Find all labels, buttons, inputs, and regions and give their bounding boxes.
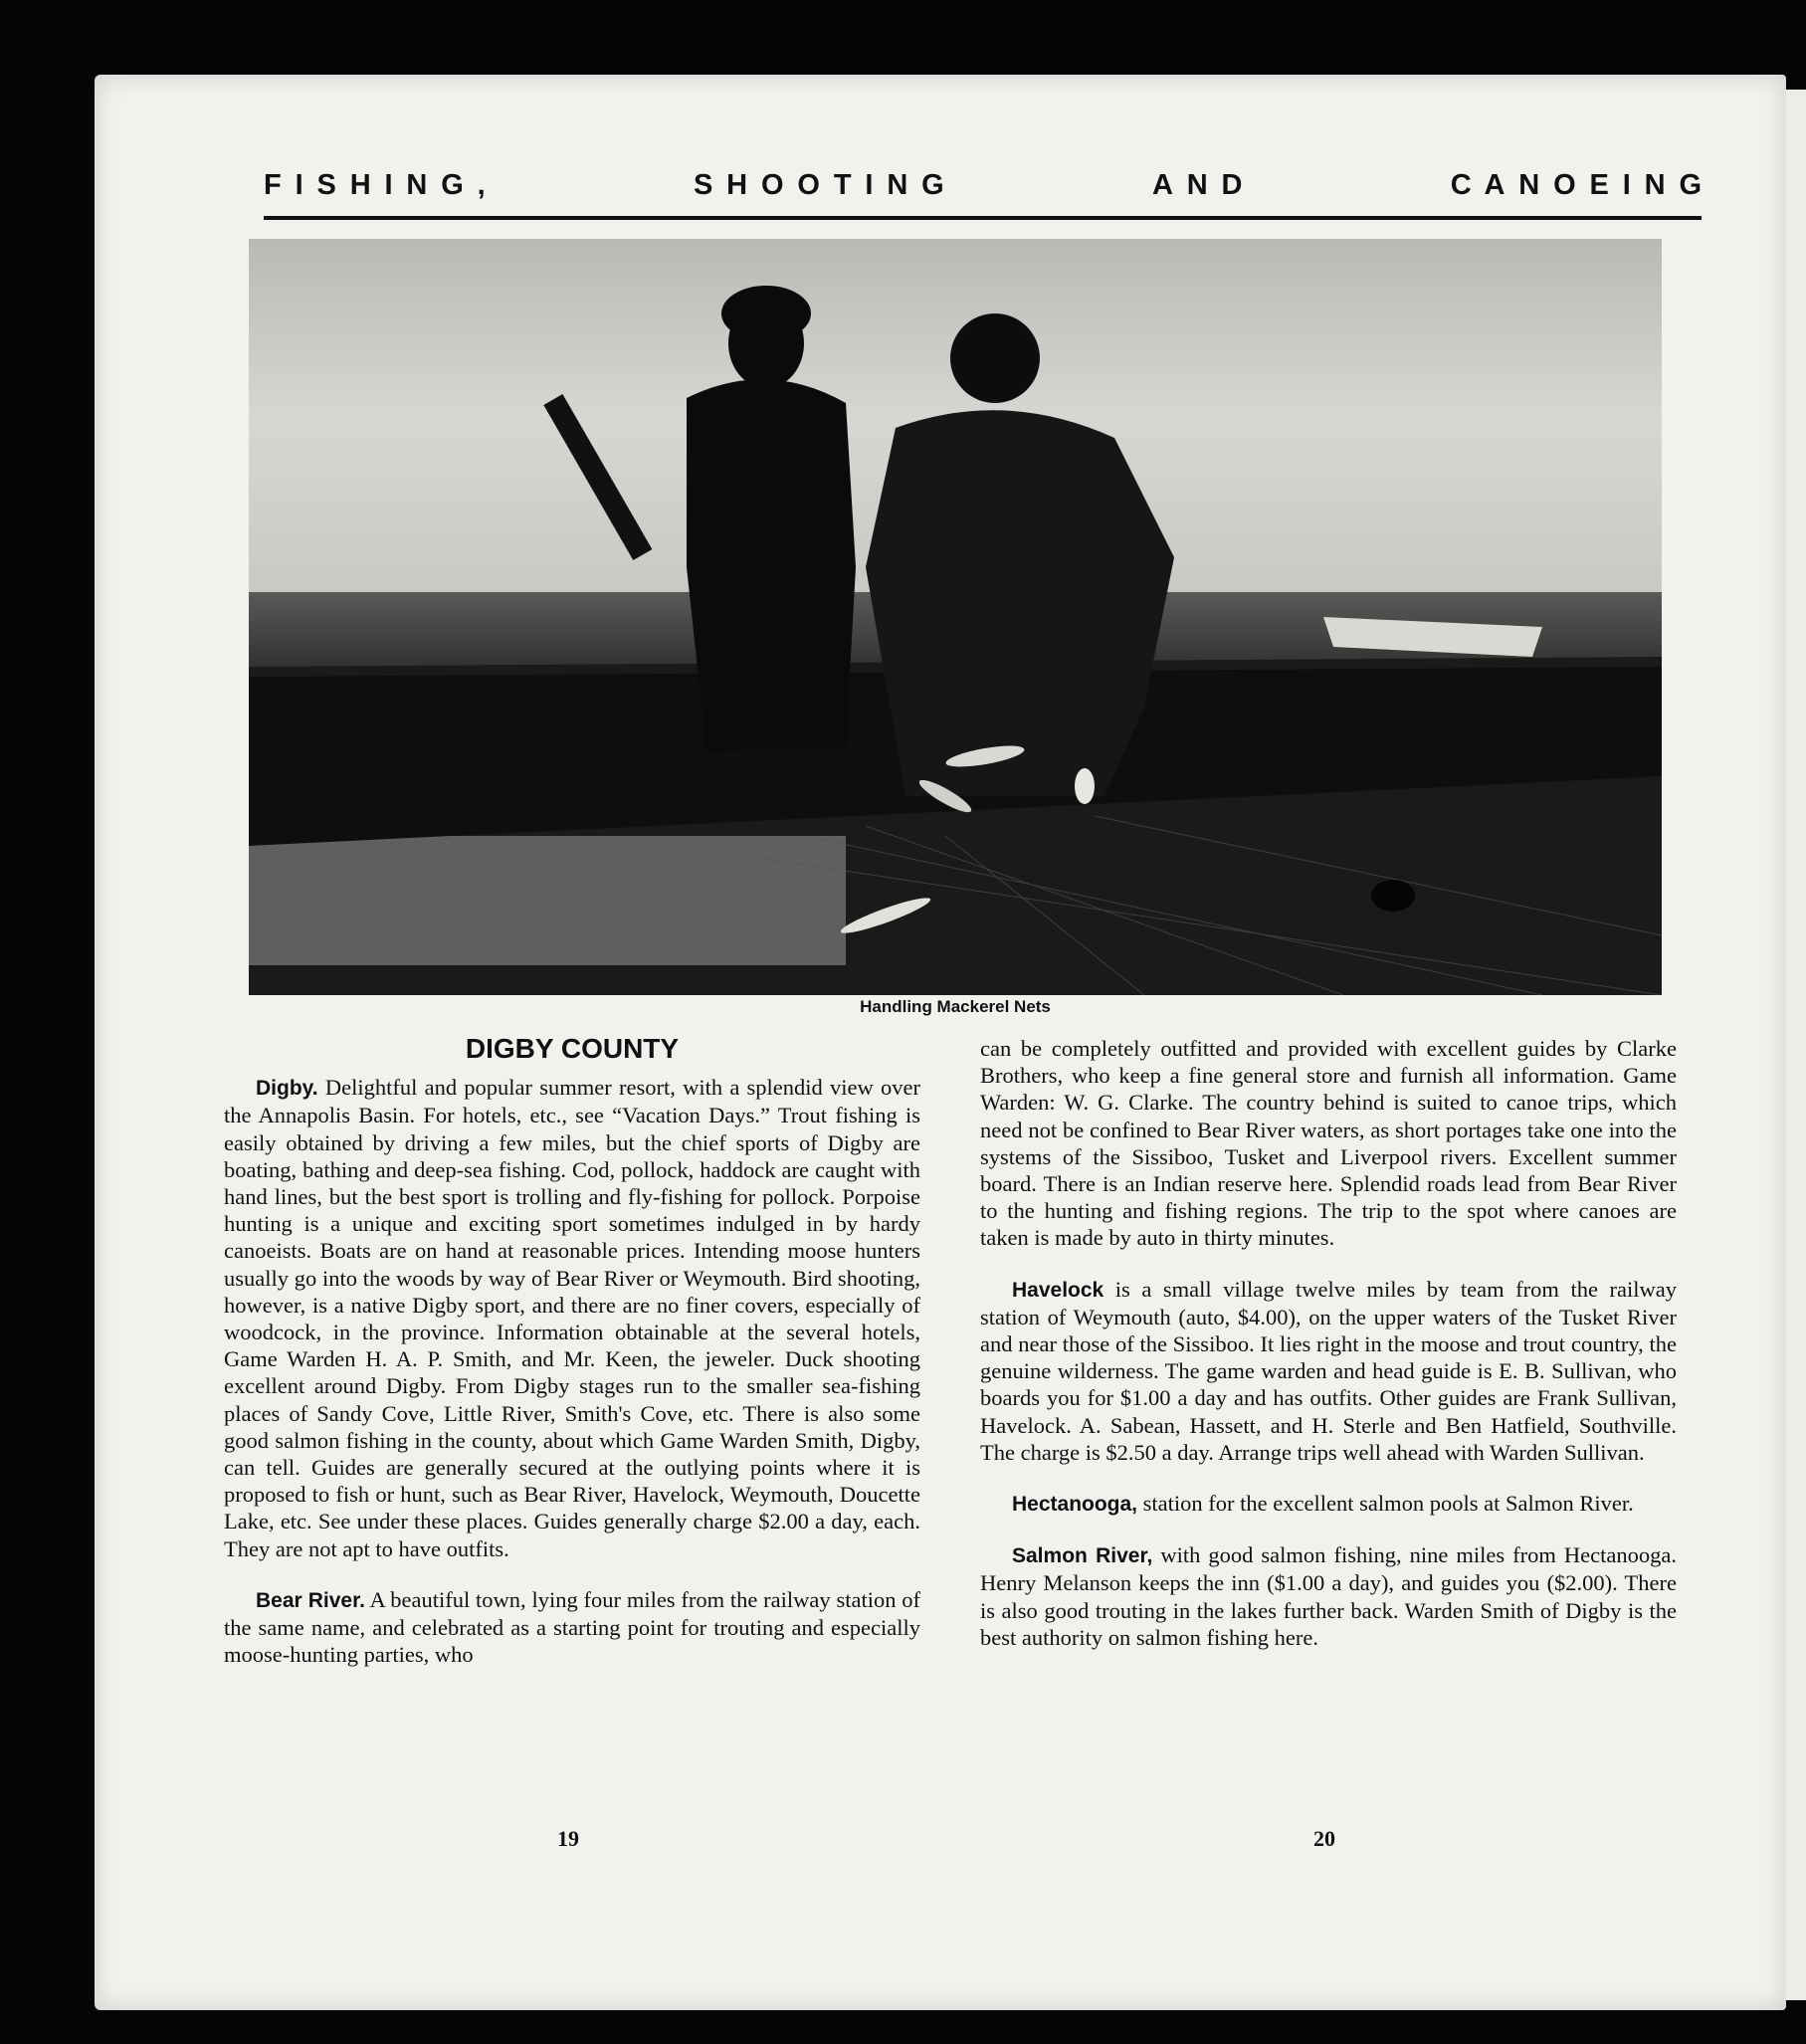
photo-caption: Handling Mackerel Nets bbox=[860, 997, 1051, 1016]
paragraph-hectanooga bbox=[980, 1490, 1677, 1518]
section-heading: DIGBY COUNTY bbox=[465, 1033, 680, 1064]
running-header bbox=[264, 169, 1702, 220]
header-word: C A N O E I N G bbox=[1450, 169, 1702, 201]
paragraph-text: A beautiful town, lying four miles from the railway station of the same name, and celebrated as a starting point for trouting and especially moose-hunting parties, who bbox=[224, 1586, 920, 1668]
paragraph-text: is a small village twelve miles by team from the railway station of Weymouth (auto, $4.00), on the upper waters of the Tusket River and near those of the Sissiboo. It lies right in the moose and trout country, the genuine wilderness. The game warden and head guide is E. B. Sullivan, who boards you for $1.00 a day and has outfits. Other guides are Frank Sullivan, Havelock. A. Sabean, Hassett, and H. Sterle and Ben Hatfield, Southville. The charge is $2.50 a day. Arrange trips well ahead with Warden Sullivan. bbox=[980, 1276, 1677, 1465]
header-word: F I S H I N G , bbox=[264, 169, 486, 201]
paragraph-lead: Havelock bbox=[1012, 1278, 1104, 1302]
paragraph-text: with good salmon fishing, nine miles from Hectanooga. Henry Melanson keeps the inn ($1.00 a day), and guides you ($2.00). There is also good trouting in the lakes further back. Warden Smith of Digby is the best authority on salmon fishing here. bbox=[980, 1542, 1678, 1650]
header-word: S H O O T I N G bbox=[693, 169, 944, 201]
paragraph-text: Delightful and popular summer resort, with a splendid view over the Annapolis Basin. For hotels, etc., see “Vacation Days.” Trout fishing is easily obtained by driving a few miles, but the chief sports of Digby are boating, bathing and deep-sea fishing. Cod, pollock, haddock are caught with hand lines, but the best sport is trolling and fly-fishing for pollock. Porpoise hunting is a unique and exciting sport sometimes indulged in by hardy canoeists. Boats are on hand at reasonable prices. Intending moose hunters usually go into the woods by way of Bear River or Weymouth. Bird shooting, however, is a native Digby sport, and there are no finer covers, especially of woodcock, in the province. Information obtainable at the several hotels, Game Warden H. A. P. Smith, and Mr. Keen, the jeweler. Duck shooting excellent around Digby. From Digby stages run to the smaller sea-fishing places of Sandy Cove, Little River, Smith's Cove, etc. There is also some good salmon fishing in the county, about which Game Warden Smith, Digby, can tell. Guides are generally secured at the outlying points where it is proposed to fish or hunt, such as Bear River, Havelock, Weymouth, Doucette Lake, etc. See under these places. Guides generally charge $2.00 a day, each. They are not apt to have outfits. bbox=[224, 1075, 920, 1561]
photograph-mackerel-nets bbox=[249, 239, 1662, 995]
paragraph-havelock bbox=[980, 1276, 1677, 1466]
right-column bbox=[980, 1035, 1677, 1675]
paragraph-salmon-river bbox=[980, 1541, 1677, 1651]
paragraph-lead: Bear River. bbox=[256, 1588, 365, 1612]
paragraph-lead: Digby. bbox=[256, 1077, 318, 1101]
paragraph-continued bbox=[980, 1035, 1677, 1252]
paragraph-lead: Hectanooga, bbox=[1012, 1493, 1138, 1517]
left-column bbox=[224, 1035, 920, 1692]
page-number-left: 19 bbox=[557, 1826, 579, 1851]
paragraph-lead: Salmon River, bbox=[1012, 1544, 1153, 1568]
paragraph-text: station for the excellent salmon pools at Salmon River. bbox=[1137, 1491, 1634, 1517]
header-word: A N D bbox=[1151, 169, 1243, 201]
paragraph-digby bbox=[224, 1074, 920, 1562]
page-number-right: 20 bbox=[1313, 1826, 1335, 1851]
paragraph-text: can be completely outfitted and provided with excellent guides by Clarke Brothers, who keep a fine general store and furnish all information. Game Warden: W. G. Clarke. The country behind is suited to canoe trips, which need not be confined to Bear River waters, as short portages take one into the systems of the Sissiboo, Tusket and Liverpool rivers. Excellent summer board. There is an Indian reserve here. Splendid roads lead from Bear River to the hunting and fishing regions. The trip to the spot where canoes are taken is made by auto in thirty minutes. bbox=[980, 1036, 1677, 1251]
paragraph-bear-river bbox=[224, 1586, 920, 1669]
